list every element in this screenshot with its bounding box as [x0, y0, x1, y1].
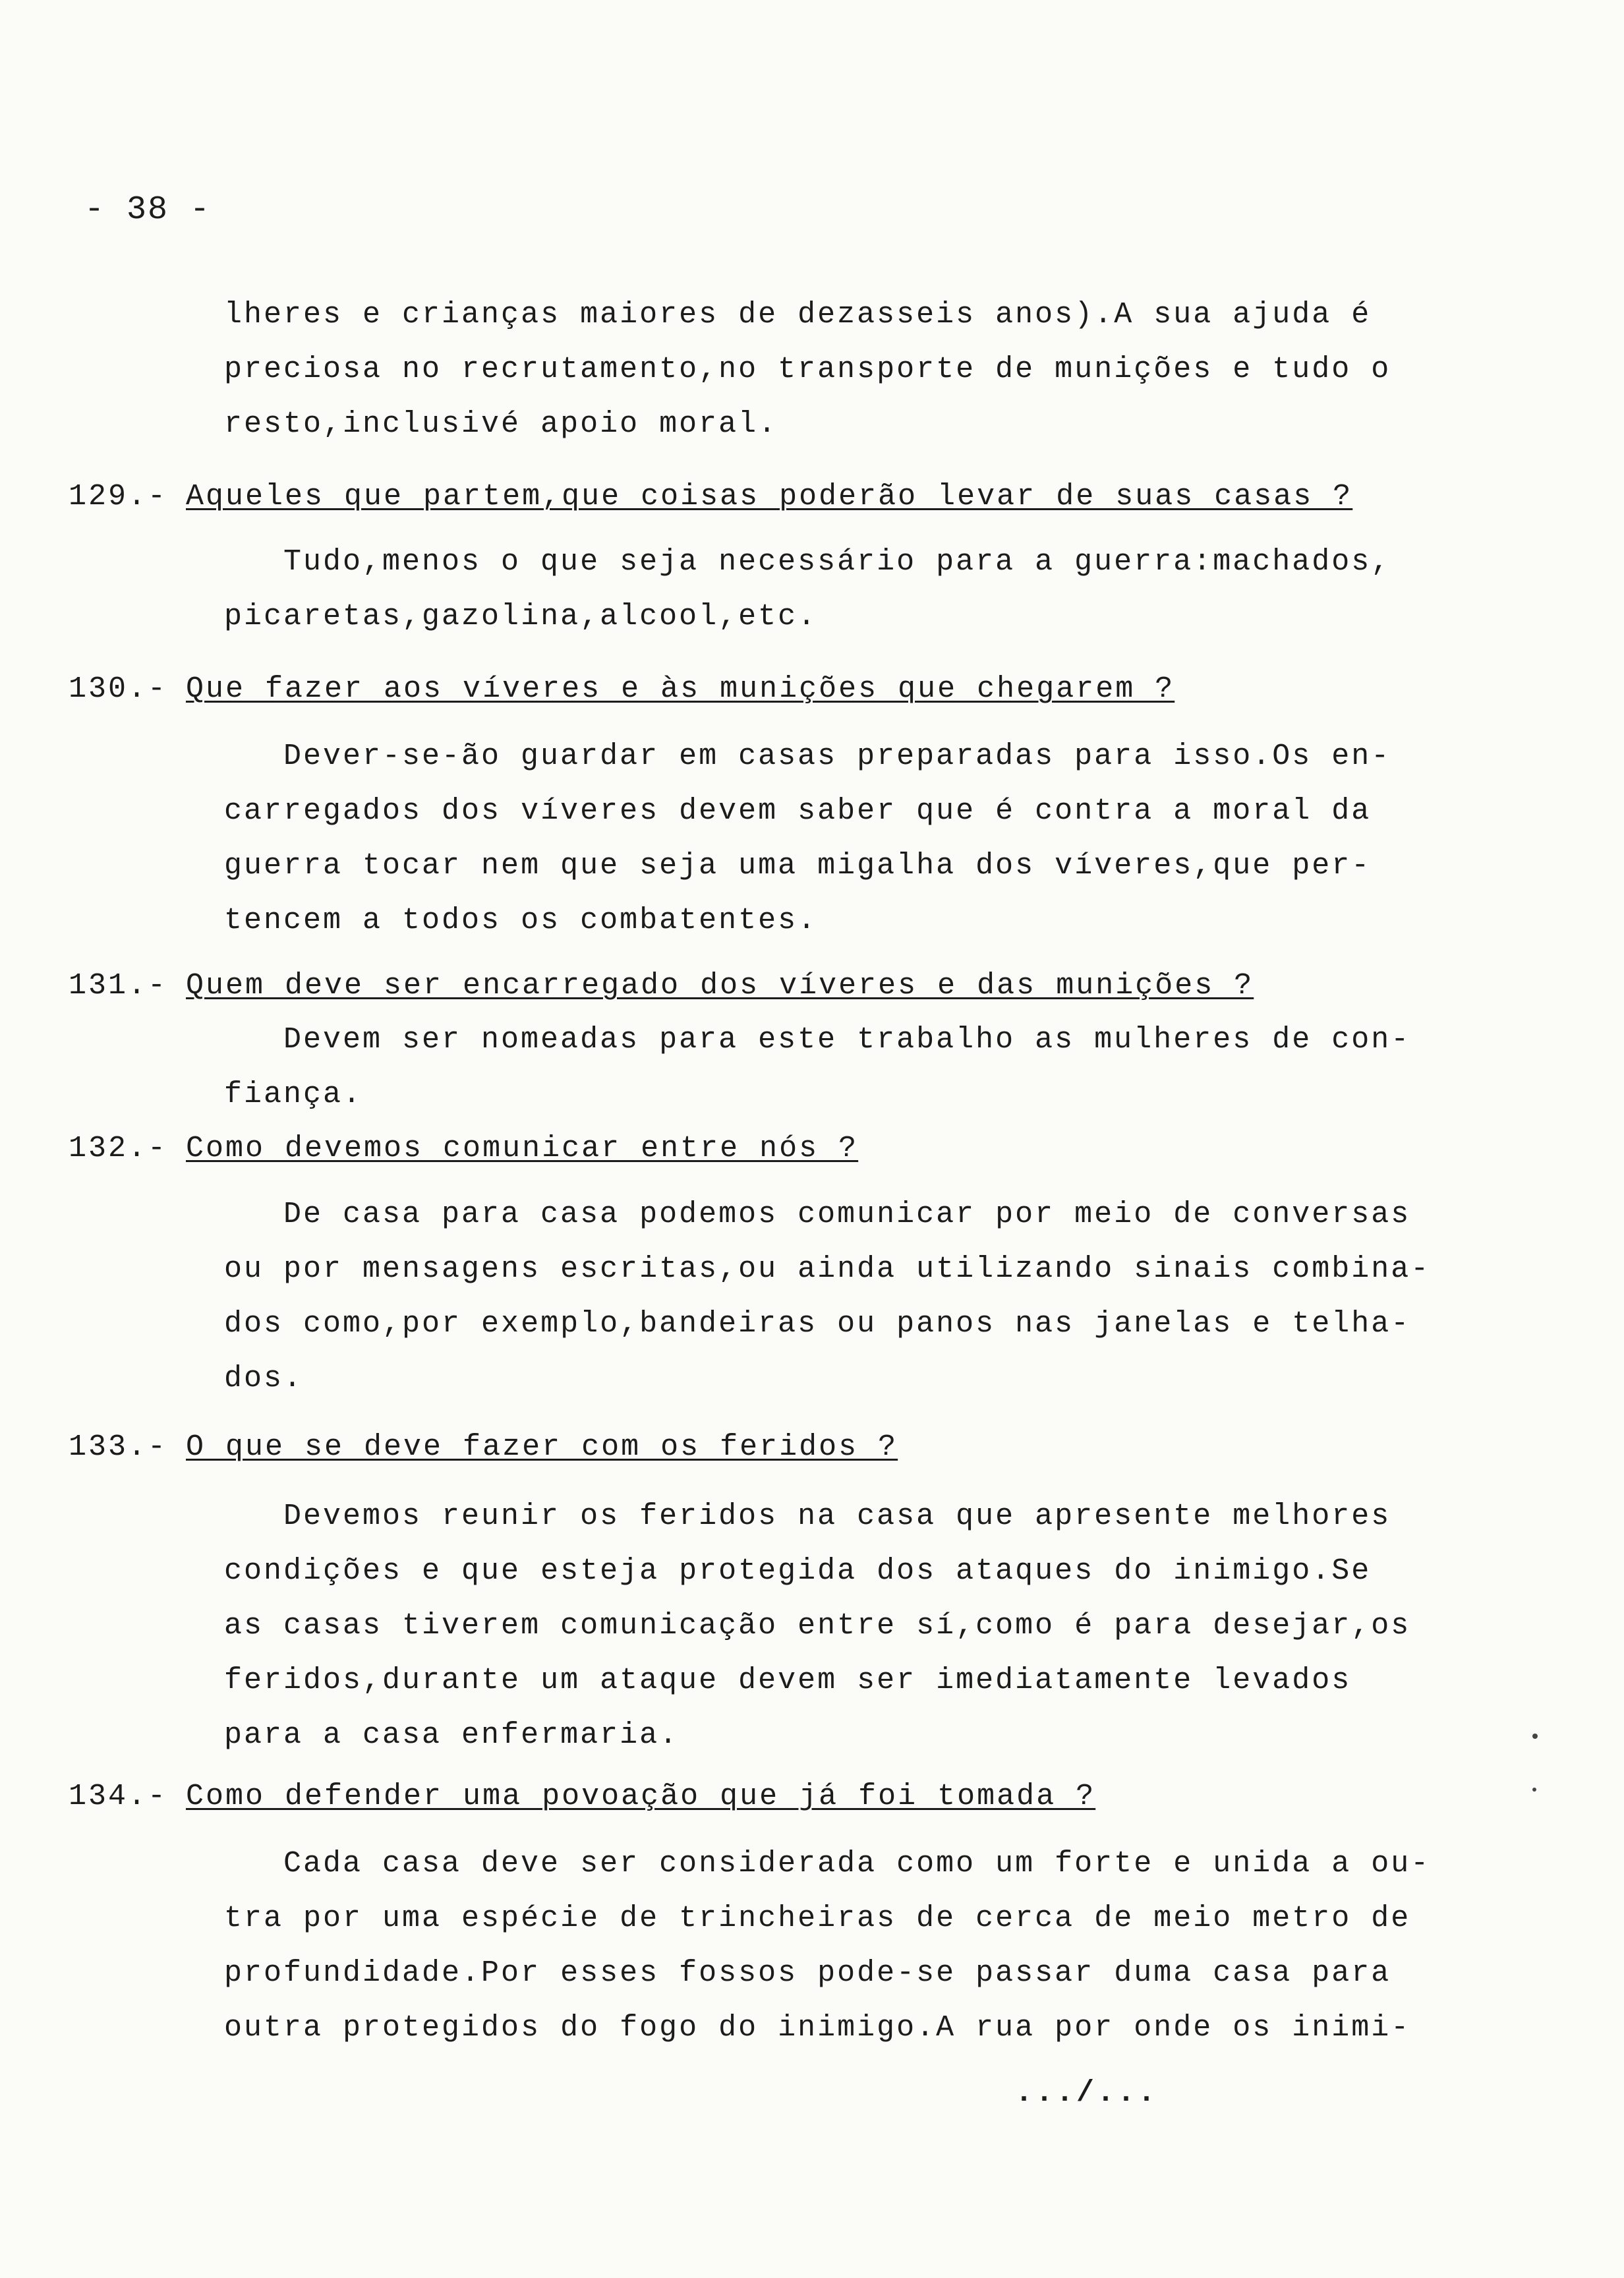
answer-134-line-3: profundidade.Por esses fossos pode-se passar duma casa para	[224, 1956, 1391, 1990]
scan-speck	[1532, 1734, 1538, 1739]
answer-133-line-3: as casas tiverem comunicação entre sí,como é para desejar,os	[224, 1609, 1411, 1643]
question-131: Quem deve ser encarregado dos víveres e das munições ?	[186, 969, 1254, 1003]
question-133: O que se deve fazer com os feridos ?	[186, 1430, 898, 1464]
page-number: - 38 -	[84, 191, 212, 229]
question-number-130: 130.-	[69, 672, 168, 706]
answer-134-line-4: outra protegidos do fogo do inimigo.A rua por onde os inimi-	[224, 2011, 1411, 2045]
answer-130-line-2: carregados dos víveres devem saber que é contra a moral da	[224, 794, 1372, 828]
answer-133-line-5: para a casa enfermaria.	[224, 1718, 680, 1752]
question-number-132: 132.-	[69, 1132, 168, 1165]
answer-132-line-4: dos.	[224, 1362, 304, 1395]
question-134: Como defender uma povoação que já foi tomada ?	[186, 1780, 1096, 1813]
question-130: Que fazer aos víveres e às munições que chegarem ?	[186, 672, 1175, 706]
answer-130-line-3: guerra tocar nem que seja uma migalha dos víveres,que per-	[224, 849, 1372, 883]
intro-line-3: resto,inclusivé apoio moral.	[224, 407, 778, 441]
answer-131-line-2: fiança.	[224, 1078, 363, 1111]
answer-131-line-1: Devem ser nomeadas para este trabalho as mulheres de con-	[283, 1023, 1411, 1057]
question-number-131: 131.-	[69, 969, 168, 1003]
answer-132-line-2: ou por mensagens escritas,ou ainda utilizando sinais combina-	[224, 1252, 1431, 1286]
answer-129-line-2: picaretas,gazolina,alcool,etc.	[224, 600, 818, 633]
answer-132-line-1: De casa para casa podemos comunicar por meio de conversas	[283, 1198, 1411, 1231]
scan-speck	[1532, 1788, 1536, 1792]
question-number-129: 129.-	[69, 480, 168, 513]
answer-133-line-4: feridos,durante um ataque devem ser imediatamente levados	[224, 1664, 1352, 1697]
answer-134-line-2: tra por uma espécie de trincheiras de cerca de meio metro de	[224, 1902, 1411, 1935]
answer-132-line-3: dos como,por exemplo,bandeiras ou panos nas janelas e telha-	[224, 1307, 1411, 1341]
question-number-134: 134.-	[69, 1780, 168, 1813]
answer-129-line-1: Tudo,menos o que seja necessário para a guerra:machados,	[283, 545, 1391, 579]
answer-133-line-1: Devemos reunir os feridos na casa que apresente melhores	[283, 1500, 1391, 1533]
continuation-mark: .../...	[1015, 2076, 1159, 2110]
intro-line-1: lheres e crianças maiores de dezasseis anos).A sua ajuda é	[224, 298, 1372, 332]
intro-line-2: preciosa no recrutamento,no transporte de munições e tudo o	[224, 353, 1391, 386]
answer-133-line-2: condições e que esteja protegida dos ataques do inimigo.Se	[224, 1554, 1372, 1588]
answer-134-line-1: Cada casa deve ser considerada como um forte e unida a ou-	[283, 1847, 1431, 1881]
question-132: Como devemos comunicar entre nós ?	[186, 1132, 859, 1165]
question-129: Aqueles que partem,que coisas poderão levar de suas casas ?	[186, 480, 1353, 513]
answer-130-line-1: Dever-se-ão guardar em casas preparadas para isso.Os en-	[283, 740, 1391, 773]
answer-130-line-4: tencem a todos os combatentes.	[224, 904, 818, 937]
question-number-133: 133.-	[69, 1430, 168, 1464]
